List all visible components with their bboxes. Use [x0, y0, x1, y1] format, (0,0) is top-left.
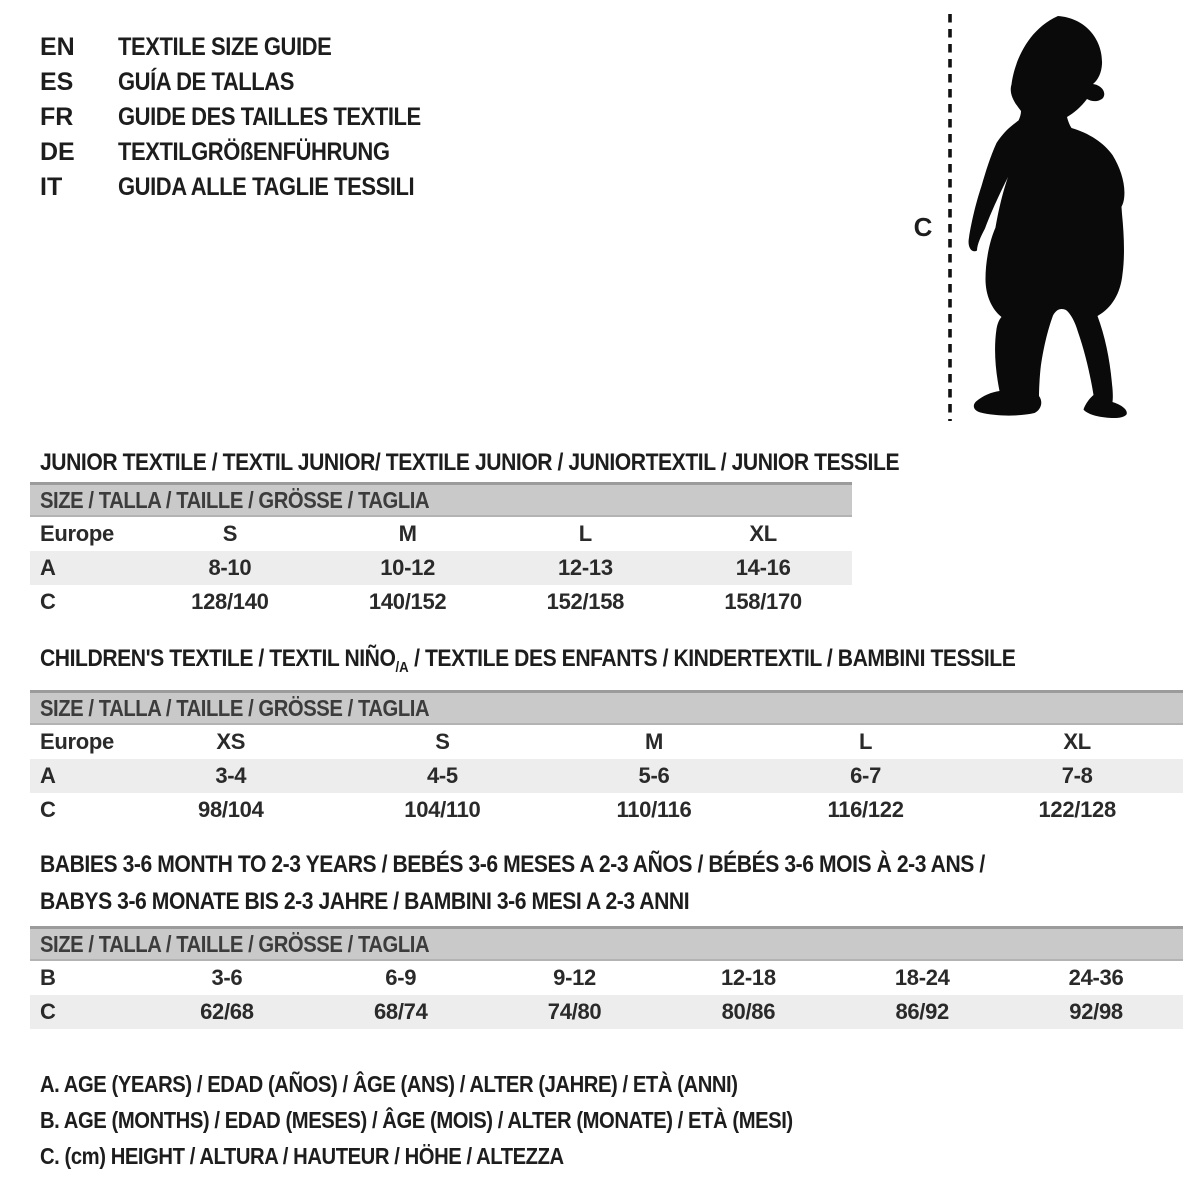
row-label-cell: C	[40, 797, 56, 822]
nino-a-subscript: /A	[395, 659, 409, 676]
size-header-bar	[30, 482, 852, 517]
measure-label-c: C	[913, 212, 933, 242]
table-row	[30, 551, 852, 585]
size-header-label: SIZE / TALLA / TAILLE / GRÖSSE / TAGLIA	[40, 694, 430, 721]
junior-size-table	[30, 482, 852, 619]
row-label-cell: Europe	[40, 521, 114, 546]
table-row	[30, 517, 852, 551]
value-cell: XL	[749, 521, 777, 546]
guide-title-de: TEXTILGRÖßENFÜHRUNG	[118, 138, 390, 166]
section-title-babies-line2: BABYS 3-6 MONATE BIS 2-3 JAHRE / BAMBINI 3-6 MESI A 2-3 ANNI	[40, 888, 690, 915]
language-code: FR	[40, 103, 74, 131]
table-row	[30, 961, 1183, 995]
language-code: ES	[40, 68, 74, 96]
toddler-silhouette-shape	[969, 16, 1127, 418]
value-cell: 3-4	[215, 763, 247, 788]
value-cell: XS	[216, 729, 246, 754]
value-cell: M	[398, 521, 417, 546]
legend	[40, 1066, 895, 1174]
value-cell: 14-16	[735, 555, 791, 580]
value-cell: 74/80	[547, 999, 602, 1024]
value-cell: 128/140	[191, 589, 269, 614]
value-cell: 4-5	[426, 763, 458, 788]
value-cell: 24-36	[1068, 965, 1124, 990]
babies-size-table	[30, 926, 1183, 1029]
value-cell: 80/86	[721, 999, 776, 1024]
row-label-cell: Europe	[40, 729, 114, 754]
language-header	[40, 30, 462, 205]
size-header-label: SIZE / TALLA / TAILLE / GRÖSSE / TAGLIA	[40, 930, 430, 957]
size-header-bar	[30, 690, 1183, 725]
row-label-cell: C	[40, 999, 56, 1024]
babies-table-rows	[30, 961, 1183, 1029]
row-label-cell: C	[40, 589, 56, 614]
value-cell: 5-6	[638, 763, 670, 788]
table-row	[30, 995, 1183, 1029]
value-cell: 7-8	[1061, 763, 1093, 788]
value-cell: 62/68	[200, 999, 254, 1024]
value-cell: 92/98	[1069, 999, 1123, 1024]
value-cell: 116/122	[827, 797, 904, 822]
legend-line-c: C. (cm) HEIGHT / ALTURA / HAUTEUR / HÖHE / ALTEZZA	[40, 1142, 564, 1169]
value-cell: S	[222, 521, 238, 546]
language-row	[40, 135, 462, 170]
value-cell: 10-12	[380, 555, 436, 580]
language-row	[40, 30, 462, 65]
guide-title-it: GUIDA ALLE TAGLIE TESSILI	[118, 173, 415, 201]
guide-title-en: TEXTILE SIZE GUIDE	[118, 33, 332, 61]
value-cell: 12-13	[557, 555, 613, 580]
value-cell: XL	[1063, 729, 1091, 754]
value-cell: 8-10	[208, 555, 252, 580]
language-code: DE	[40, 138, 75, 166]
guide-title-es: GUÍA DE TALLAS	[118, 68, 294, 96]
value-cell: 3-6	[211, 965, 243, 990]
value-cell: L	[578, 521, 592, 546]
table-row	[30, 793, 1183, 827]
section-title-babies-line1: BABIES 3-6 MONTH TO 2-3 YEARS / BEBÉS 3-6 MESES A 2-3 AÑOS / BÉBÉS 3-6 MOIS À 2-3 ANS /	[40, 851, 985, 878]
value-cell: M	[644, 729, 663, 754]
value-cell: L	[859, 729, 873, 754]
guide-title-fr: GUIDE DES TAILLES TEXTILE	[118, 103, 421, 131]
table-row	[30, 585, 852, 619]
junior-table-rows	[30, 517, 852, 619]
row-label-cell: A	[40, 555, 56, 580]
table-row	[30, 759, 1183, 793]
row-label-cell: A	[40, 763, 56, 788]
size-header-label: SIZE / TALLA / TAILLE / GRÖSSE / TAGLIA	[40, 486, 430, 513]
children-size-table	[30, 690, 1183, 827]
table-row	[30, 725, 1183, 759]
value-cell: 152/158	[546, 589, 625, 614]
language-code: IT	[40, 173, 63, 201]
value-cell: 110/116	[616, 797, 692, 822]
legend-line-b: B. AGE (MONTHS) / EDAD (MESES) / ÂGE (MOIS) / ALTER (MONATE) / ETÀ (MESI)	[40, 1106, 793, 1133]
value-cell: 98/104	[198, 797, 264, 822]
value-cell: 140/152	[368, 589, 447, 614]
value-cell: 68/74	[373, 999, 428, 1024]
language-row	[40, 100, 462, 135]
section-title-babies	[40, 846, 1114, 920]
legend-line-a: A. AGE (YEARS) / EDAD (AÑOS) / ÂGE (ANS) / ALTER (JAHRE) / ETÀ (ANNI)	[40, 1070, 738, 1097]
size-header-bar	[30, 926, 1183, 961]
section-title-junior-text: JUNIOR TEXTILE / TEXTIL JUNIOR/ TEXTILE JUNIOR / JUNIORTEXTIL / JUNIOR TESSILE	[40, 449, 900, 476]
section-title-junior	[40, 444, 1016, 481]
children-table-rows	[30, 725, 1183, 827]
section-title-children-text: CHILDREN'S TEXTILE / TEXTIL $NIÑO_{/A}$ / TEXTILE DES ENFANTS / KINDERTEXTIL / BAMBINI TESSILE	[40, 645, 1016, 676]
value-cell: 6-9	[385, 965, 417, 990]
value-cell: 6-7	[850, 763, 882, 788]
language-code: EN	[40, 33, 75, 61]
value-cell: 18-24	[894, 965, 950, 990]
language-row	[40, 65, 462, 100]
value-cell: 122/128	[1038, 797, 1116, 822]
value-cell: 9-12	[553, 965, 596, 990]
value-cell: 86/92	[895, 999, 949, 1024]
section-title-children	[40, 640, 1148, 686]
value-cell: S	[435, 729, 450, 754]
value-cell: 12-18	[721, 965, 776, 990]
value-cell: 158/170	[724, 589, 802, 614]
language-row	[40, 170, 462, 205]
value-cell: 104/110	[404, 797, 481, 822]
row-label-cell: B	[40, 965, 56, 990]
